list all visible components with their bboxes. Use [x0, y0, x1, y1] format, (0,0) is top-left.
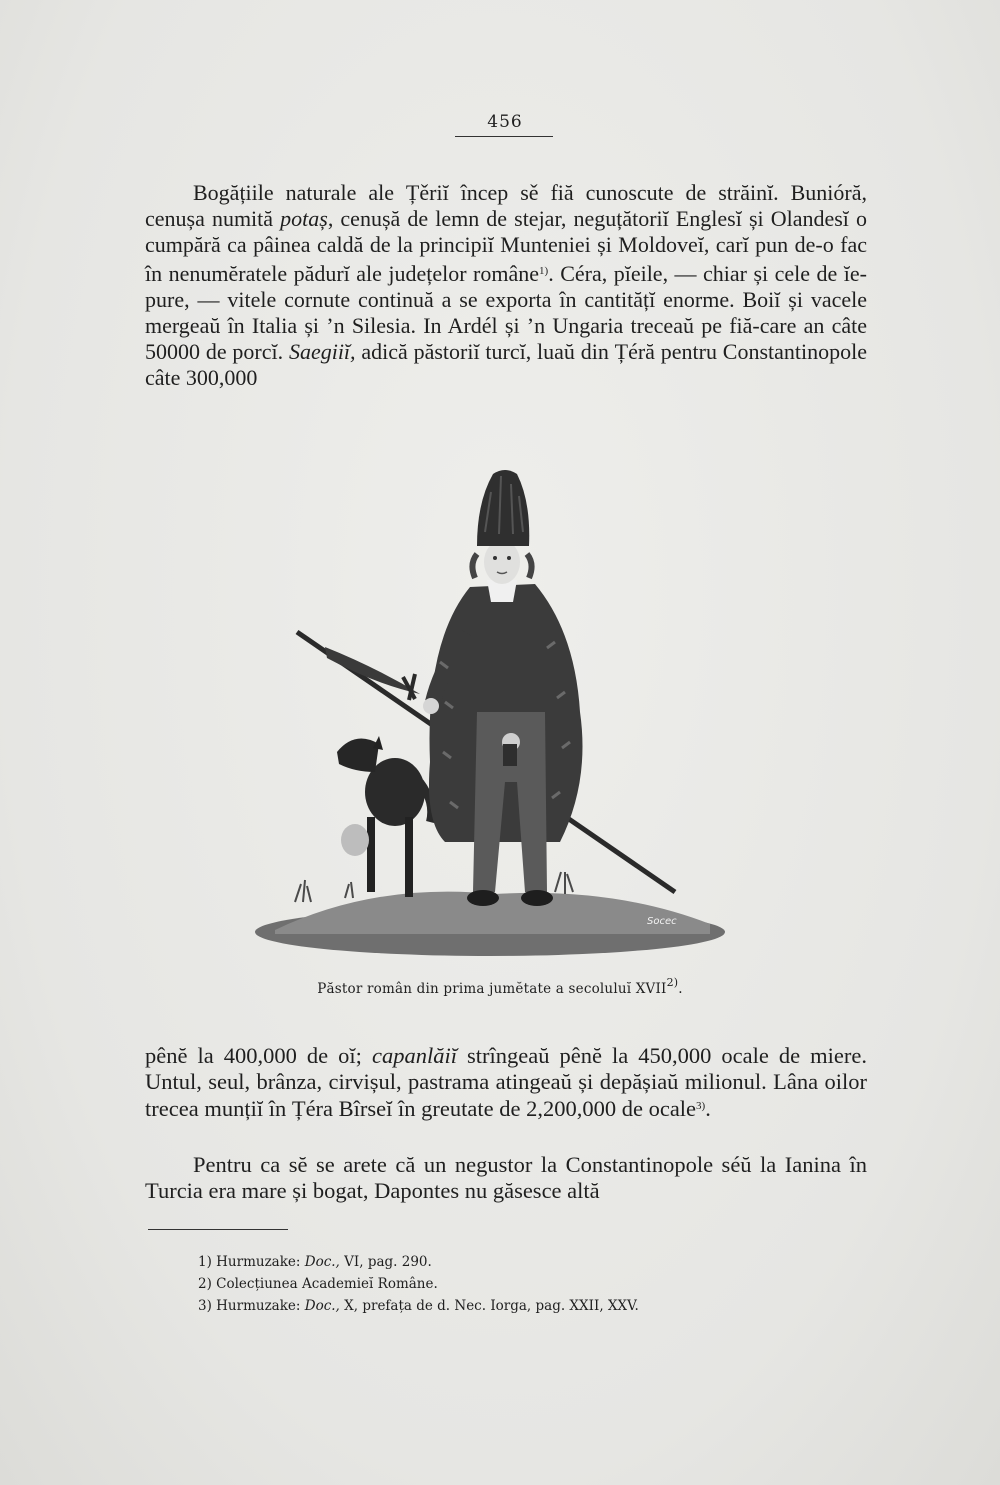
footnote-3	[198, 1295, 798, 1317]
paragraph-text: Pentru ca sĕ se arete că un negustor la Constantinopole séŭ la Ianina în Turcia era mare și bogat, Dapontes nu găsesce altă	[145, 1152, 867, 1203]
caption-text: Păstor român din prima jumĕtate a secoluluĭ XVII	[317, 981, 667, 997]
page-number: 456	[487, 112, 523, 132]
left-foot	[467, 890, 499, 906]
shepherd-drawing	[255, 462, 725, 962]
face	[484, 540, 520, 584]
footnote-ref-3[interactable]: 3)	[696, 1100, 706, 1112]
right-foot	[521, 890, 553, 906]
left-eye	[493, 556, 497, 560]
paragraph-text: . Céra, pĭeile, — chiar și cele de ĭepure, — vitele cornute continuă a se exporta în cantitățĭ enorme. Boiĭ și vacele mergeaŭ în Italia și ’n Silesia. In Ardél și ’n Ungaria treceaŭ pe fiă-care an câte 50000 de porcĭ.	[145, 261, 867, 364]
pouch	[503, 744, 517, 766]
page-number-rule	[455, 136, 553, 137]
term-saegii: Saegiiĭ,	[288, 339, 356, 364]
footnote-number: 2)	[198, 1276, 212, 1292]
footnote-ref-2[interactable]: 2)	[666, 976, 679, 989]
paragraph-text: , cenușă de lemn de stejar, neguțătoriĭ Englesĭ și Olandesĭ o cumpără ca pâinea caldă de la principiĭ Munteniei și Moldoveĭ, carĭ pun de-o fac în nenumĕratele pădurĭ ale județelor române	[145, 206, 867, 286]
shepherd-illustration	[255, 462, 725, 962]
left-hand	[423, 698, 439, 714]
tall-fur-hat	[477, 470, 529, 546]
paragraph-text: pênĕ la 400,000 de oĭ;	[145, 1043, 372, 1068]
dog	[337, 736, 431, 897]
paragraph-text: adică păstoriĭ turcĭ, luaŭ din Țéră pentru Constantinopole câte 300,000	[145, 339, 868, 390]
footnote-number: 3)	[198, 1298, 212, 1314]
paragraph-text: .	[705, 1096, 711, 1121]
paragraph-text: Bogățiile naturale ale Țěriĭ încep sě fiă cunoscute de străinĭ. Bunióră, cenușa numită	[145, 180, 867, 231]
footnote-work: Doc.,	[304, 1298, 340, 1314]
footnote-1	[198, 1251, 798, 1273]
footnote-work: Doc.,	[304, 1254, 340, 1270]
paragraph-top	[145, 180, 867, 391]
right-eye	[507, 556, 511, 560]
footnotes	[198, 1251, 798, 1317]
footnote-text: Hurmuzake:	[216, 1254, 305, 1270]
paragraph-bottom	[145, 1152, 867, 1204]
paragraph-text: strîngeaŭ pênĕ la 450,000 ocale de miere. Untul, seul, brânza, cirvișul, pastrama atingeaŭ și depășiaŭ milionul. Lâna oilor trecea munțiĭ în Țéra Bîrseĭ în greutate de 2,200,000 de ocale	[145, 1043, 868, 1121]
footnote-2	[198, 1273, 798, 1295]
footnote-text: Colecțiunea Academieĭ Române.	[216, 1276, 438, 1292]
footnote-rule	[148, 1229, 288, 1230]
footnote-text: Hurmuzake:	[216, 1298, 305, 1314]
caption-period: .	[678, 981, 683, 997]
footnote-text: VI, pag. 290.	[339, 1254, 432, 1270]
paragraph-continuation	[145, 1043, 867, 1122]
term-capanlaii: capanlăiĭ	[371, 1043, 457, 1068]
footnote-ref-1[interactable]: 1)	[539, 265, 549, 277]
term-potas: potaș	[280, 206, 328, 231]
footnote-text: X, prefața de d. Nec. Iorga, pag. XXII, XXV.	[339, 1298, 639, 1314]
figure-caption	[200, 976, 800, 997]
footnote-number: 1)	[198, 1254, 212, 1270]
artist-signature: Socec	[647, 916, 677, 927]
